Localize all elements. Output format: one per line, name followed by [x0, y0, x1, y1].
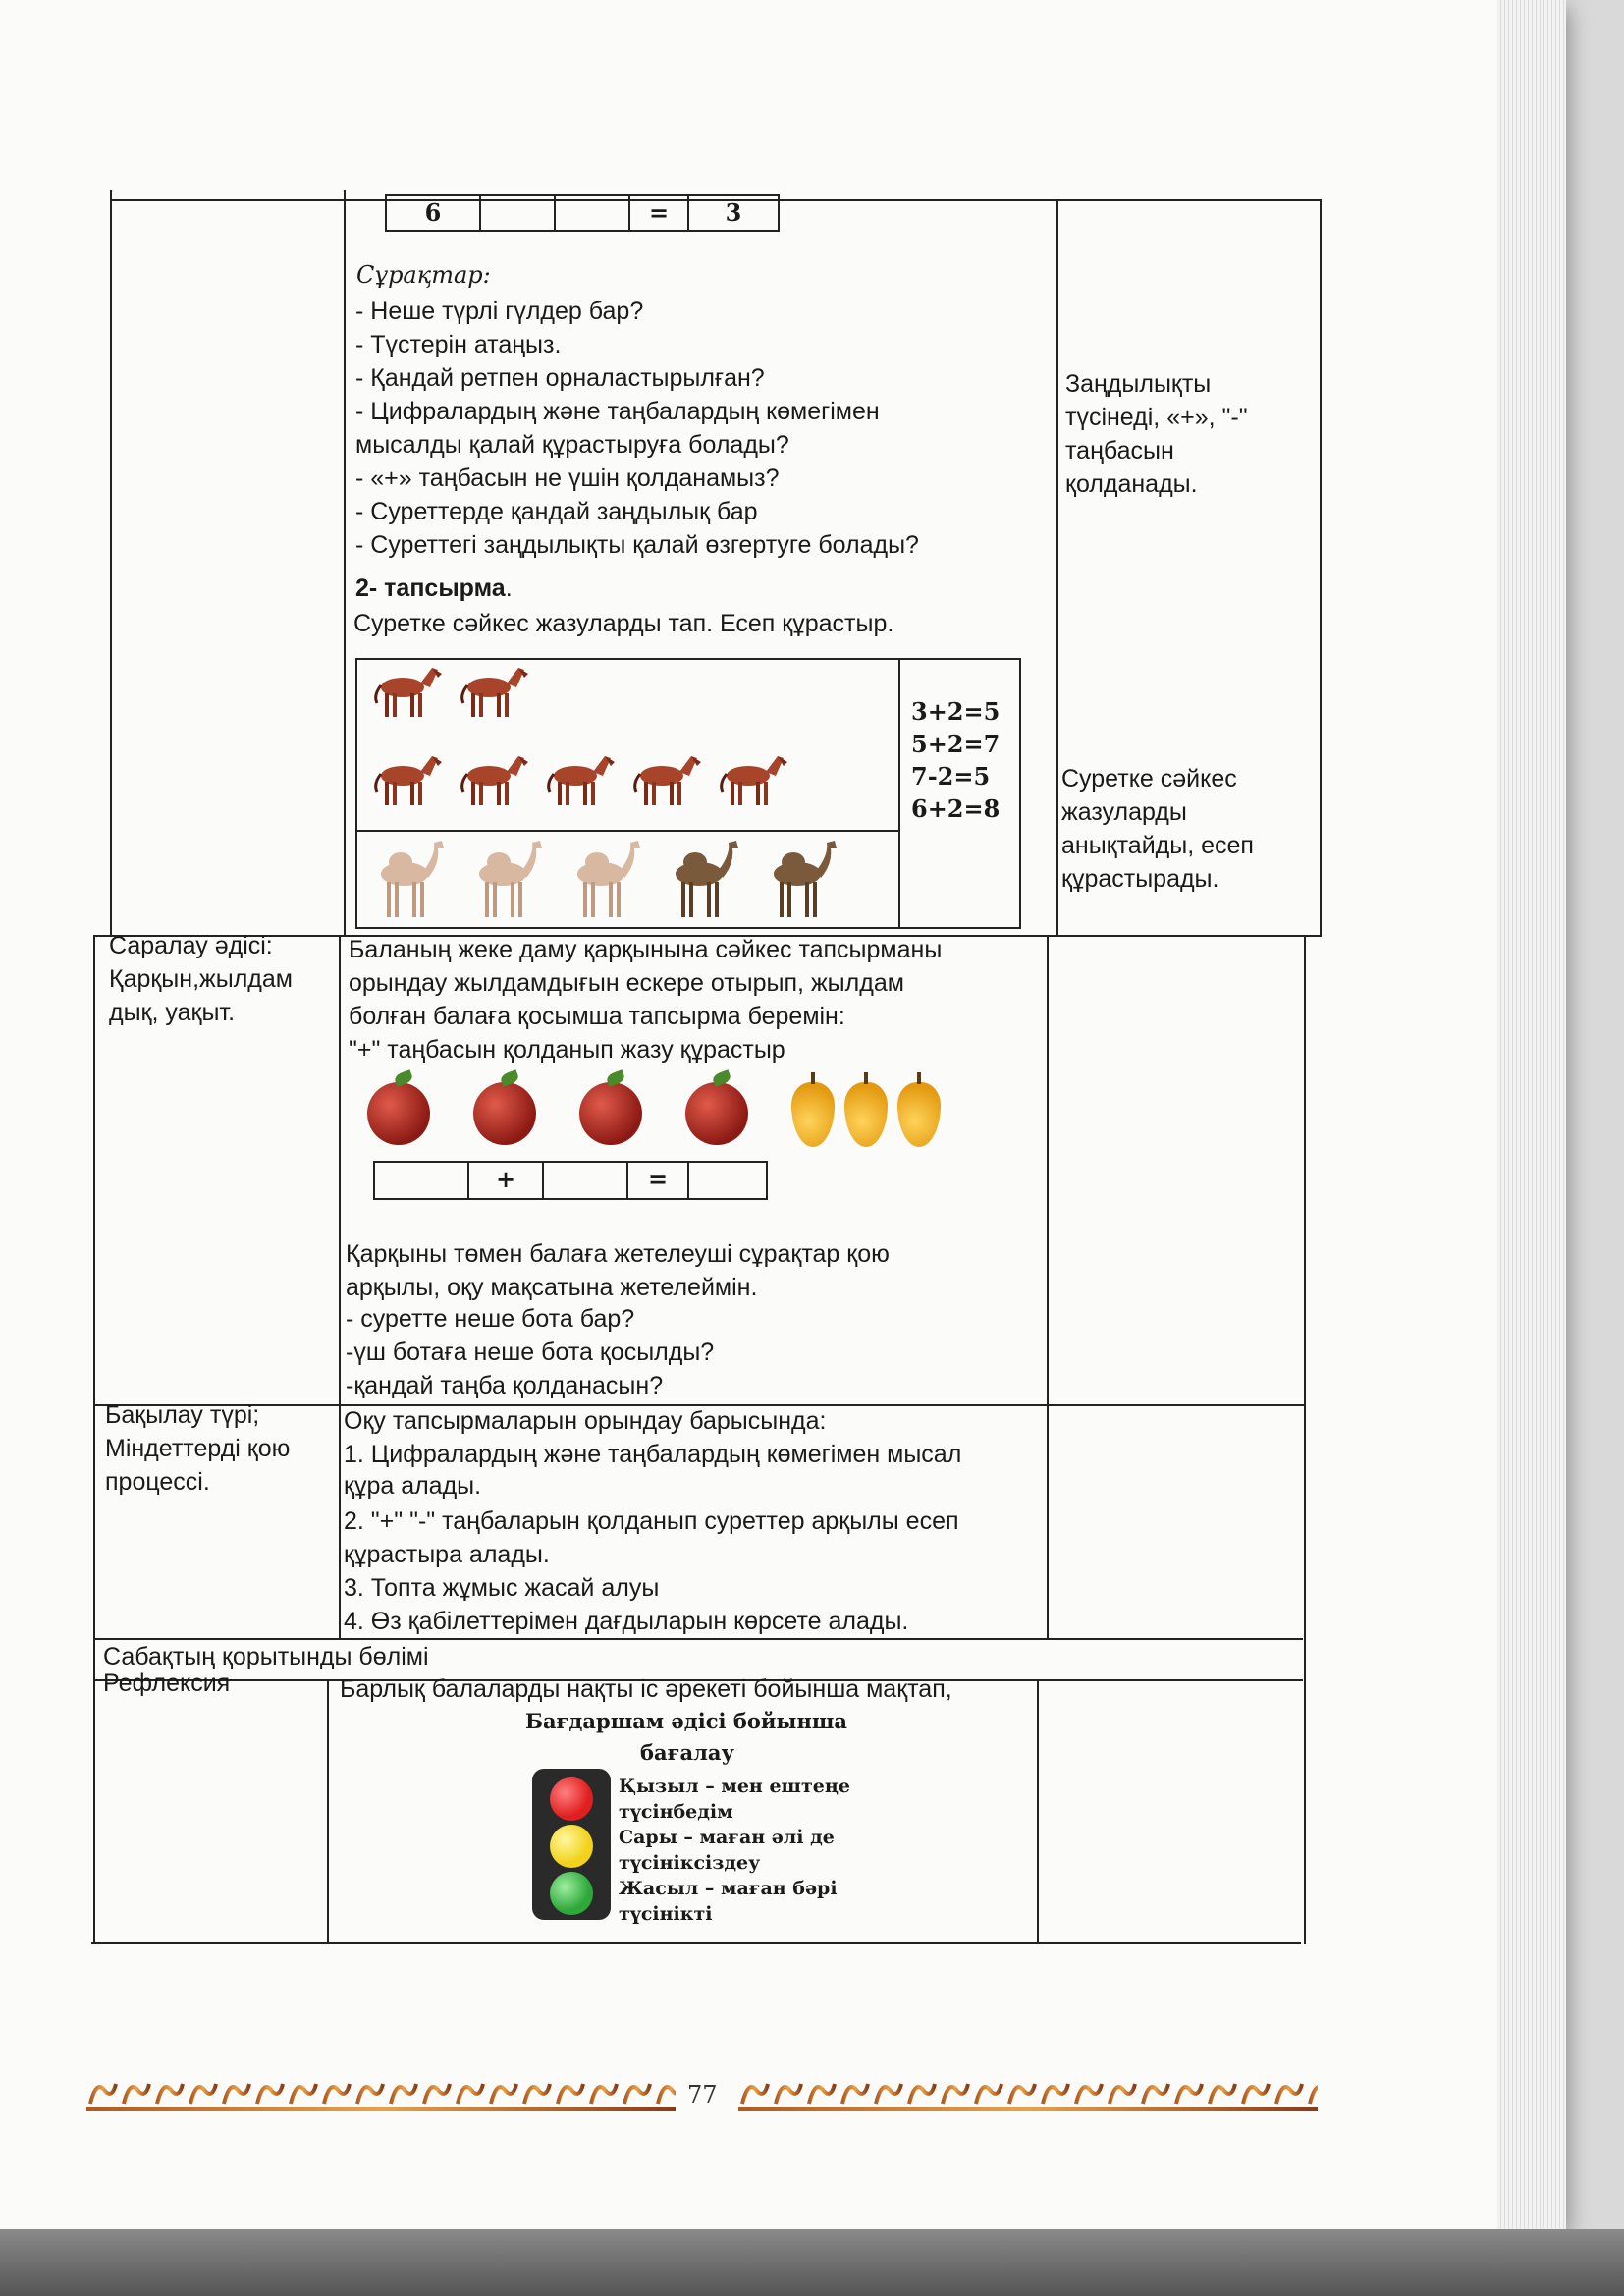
pear-icon [791, 1082, 835, 1147]
task2-divider [898, 658, 900, 929]
control-line: 1. Цифралардың және таңбалардың көмегімен мысал [344, 1441, 962, 1468]
light-text: түсініксіздеу [619, 1852, 761, 1874]
control-line: Оқу тапсырмаларын орындау барысында: [344, 1407, 827, 1435]
diff-text2-line: - суретте неше бота бар? [346, 1305, 635, 1333]
table-border [1304, 935, 1306, 1944]
diff-text-line: болған балаға қосымша тапсырма беремін: [349, 1003, 845, 1030]
table-border [327, 1679, 329, 1942]
scan-shadow [0, 2229, 1624, 2296]
control-line: 3. Топта жұмыс жасай алуы [344, 1574, 660, 1602]
table-border [1047, 935, 1049, 1638]
green-light-icon [550, 1872, 593, 1915]
table-border [1037, 1679, 1039, 1942]
method-title: бағалау [640, 1740, 734, 1765]
yellow-light-icon [550, 1825, 593, 1868]
table-border [93, 935, 95, 1944]
question-line: мысалды қалай құрастыруға болады? [355, 431, 789, 459]
mini-table-cell: = [628, 1163, 689, 1198]
footer-ornament-left [86, 2074, 676, 2117]
pear-icon [844, 1082, 888, 1147]
horse-icon [376, 756, 442, 805]
camels-illustration [363, 833, 893, 926]
diff-text2-line: -үш ботаға неше бота қосылды? [346, 1339, 715, 1366]
task2-title-dot: . [505, 574, 513, 602]
horse-icon [635, 756, 701, 805]
light-text: Жасыл – маған бәрі [619, 1878, 838, 1899]
reflection-label: Рефлексия [103, 1669, 231, 1697]
mini-table-cell [556, 196, 630, 230]
mini-table-cell: 6 [387, 196, 481, 230]
mini-table-cell [375, 1163, 469, 1198]
final-section-title: Сабақтың қорытынды бөлімі [103, 1643, 429, 1670]
question-line: - «+» таңбасын не үшін қолданамыз? [355, 465, 780, 492]
question-line: - Суреттегі заңдылықты қалай өзгертуге болады? [355, 531, 919, 559]
question-line: - Неше түрлі гүлдер бар? [355, 298, 644, 325]
question-line: - Суреттерде қандай заңдылық бар [355, 498, 758, 525]
mini-table-cell: + [469, 1163, 544, 1198]
table-border [1056, 199, 1058, 936]
camel-icon [479, 841, 542, 917]
control-line: 2. "+" "-" таңбаларын қолданып суреттер арқылы есеп [344, 1507, 959, 1535]
apple-icon [473, 1082, 536, 1145]
horses-illustration [363, 660, 893, 827]
diff-text2-line: Қарқыны төмен балаға жетелеуші сұрақтар қою [346, 1240, 890, 1268]
mini-table-cell [544, 1163, 628, 1198]
page-number: 77 [687, 2081, 718, 2108]
outcome-line: таңбасын [1065, 437, 1174, 465]
control-line: құрастыра алады. [344, 1541, 550, 1568]
table-border [344, 190, 346, 936]
light-text: Қызыл – мен ештеңе [619, 1776, 850, 1797]
mini-table-cell [481, 196, 556, 230]
fruit-row [367, 1082, 950, 1147]
light-text: түсінбедім [619, 1801, 733, 1823]
horse-icon [376, 668, 442, 717]
row-label: дық, уақыт. [109, 999, 236, 1026]
horse-icon [549, 756, 615, 805]
horse-icon [462, 668, 528, 717]
question-line: - Қандай ретпен орналастырылған? [355, 364, 765, 392]
apple-icon [367, 1082, 430, 1145]
diff-text2-line: арқылы, оқу мақсатына жетелеймін. [346, 1274, 758, 1301]
row-label: Саралау әдісі: [109, 932, 273, 959]
table-border [110, 190, 112, 936]
top-mini-table [385, 194, 780, 232]
apple-icon [685, 1082, 748, 1145]
light-text: түсінікті [619, 1903, 713, 1925]
equation: 7-2=5 [911, 762, 991, 791]
control-line: 4. Өз қабілеттерімен дағдыларын көрсете алады. [344, 1608, 909, 1635]
row-label: Міндеттерді қою [105, 1435, 291, 1462]
table-border [339, 935, 341, 1638]
task2-text: Суретке сәйкес жазуларды тап. Есеп құрастыр. [353, 610, 894, 637]
diff-text-line: Баланың жеке даму қарқынына сәйкес тапсырманы [349, 936, 943, 963]
questions-heading: Сұрақтар: [356, 261, 491, 289]
diff-text-line: "+" таңбасын қолданып жазу құрастыр [349, 1036, 785, 1064]
question-line: - Цифралардың және таңбалардың көмегімен [355, 398, 880, 425]
row-label: Қарқын,жылдам [109, 965, 293, 993]
diff-mini-table [373, 1161, 768, 1200]
mini-table-cell: = [630, 196, 689, 230]
outcome-line: Суретке сәйкес [1061, 765, 1237, 793]
red-light-icon [550, 1777, 593, 1821]
task2-divider [355, 830, 900, 832]
camel-icon [577, 841, 640, 917]
camel-icon [774, 841, 837, 917]
outcome-line: түсінеді, «+», "-" [1065, 404, 1248, 431]
equation: 5+2=7 [911, 730, 1001, 758]
method-title: Бағдаршам әдісі бойынша [525, 1709, 848, 1733]
mini-table-cell: 3 [725, 198, 742, 227]
camel-icon [381, 841, 444, 917]
horse-icon [462, 756, 528, 805]
outcome-line: жазуларды [1061, 798, 1187, 826]
reflection-text: Барлық балаларды нақты іс әрекеті бойынша мақтап, [340, 1675, 952, 1703]
pear-icon [897, 1082, 941, 1147]
light-text: Сары – маған әлі де [619, 1827, 835, 1848]
diff-text2-line: -қандай таңба қолданасын? [346, 1372, 664, 1399]
outcome-line: құрастырады. [1061, 865, 1219, 893]
row-label: Бақылау түрі; [105, 1401, 260, 1429]
outcome-line: қолданады. [1065, 470, 1198, 498]
control-line: құра алады. [344, 1472, 482, 1500]
table-border [91, 1942, 1301, 1944]
mini-table-cell [689, 1163, 766, 1198]
equation: 3+2=5 [911, 697, 1001, 726]
camel-icon [676, 841, 738, 917]
outcome-line: анықтайды, есеп [1061, 832, 1254, 859]
apple-icon [579, 1082, 642, 1145]
task2-title [355, 572, 513, 605]
table-border [1320, 199, 1322, 936]
outcome-line: Заңдылықты [1065, 370, 1212, 398]
question-line: - Түстерін атаңыз. [355, 331, 562, 358]
horse-icon [722, 756, 787, 805]
page-edge [1497, 0, 1566, 2229]
footer-ornament-right [738, 2074, 1318, 2117]
diff-text-line: орындау жылдамдығын ескере отырып, жылдам [349, 969, 904, 997]
row-label: процессі. [105, 1468, 210, 1496]
equation: 6+2=8 [911, 794, 1001, 823]
task2-title-text: 2- тапсырма [355, 574, 506, 602]
